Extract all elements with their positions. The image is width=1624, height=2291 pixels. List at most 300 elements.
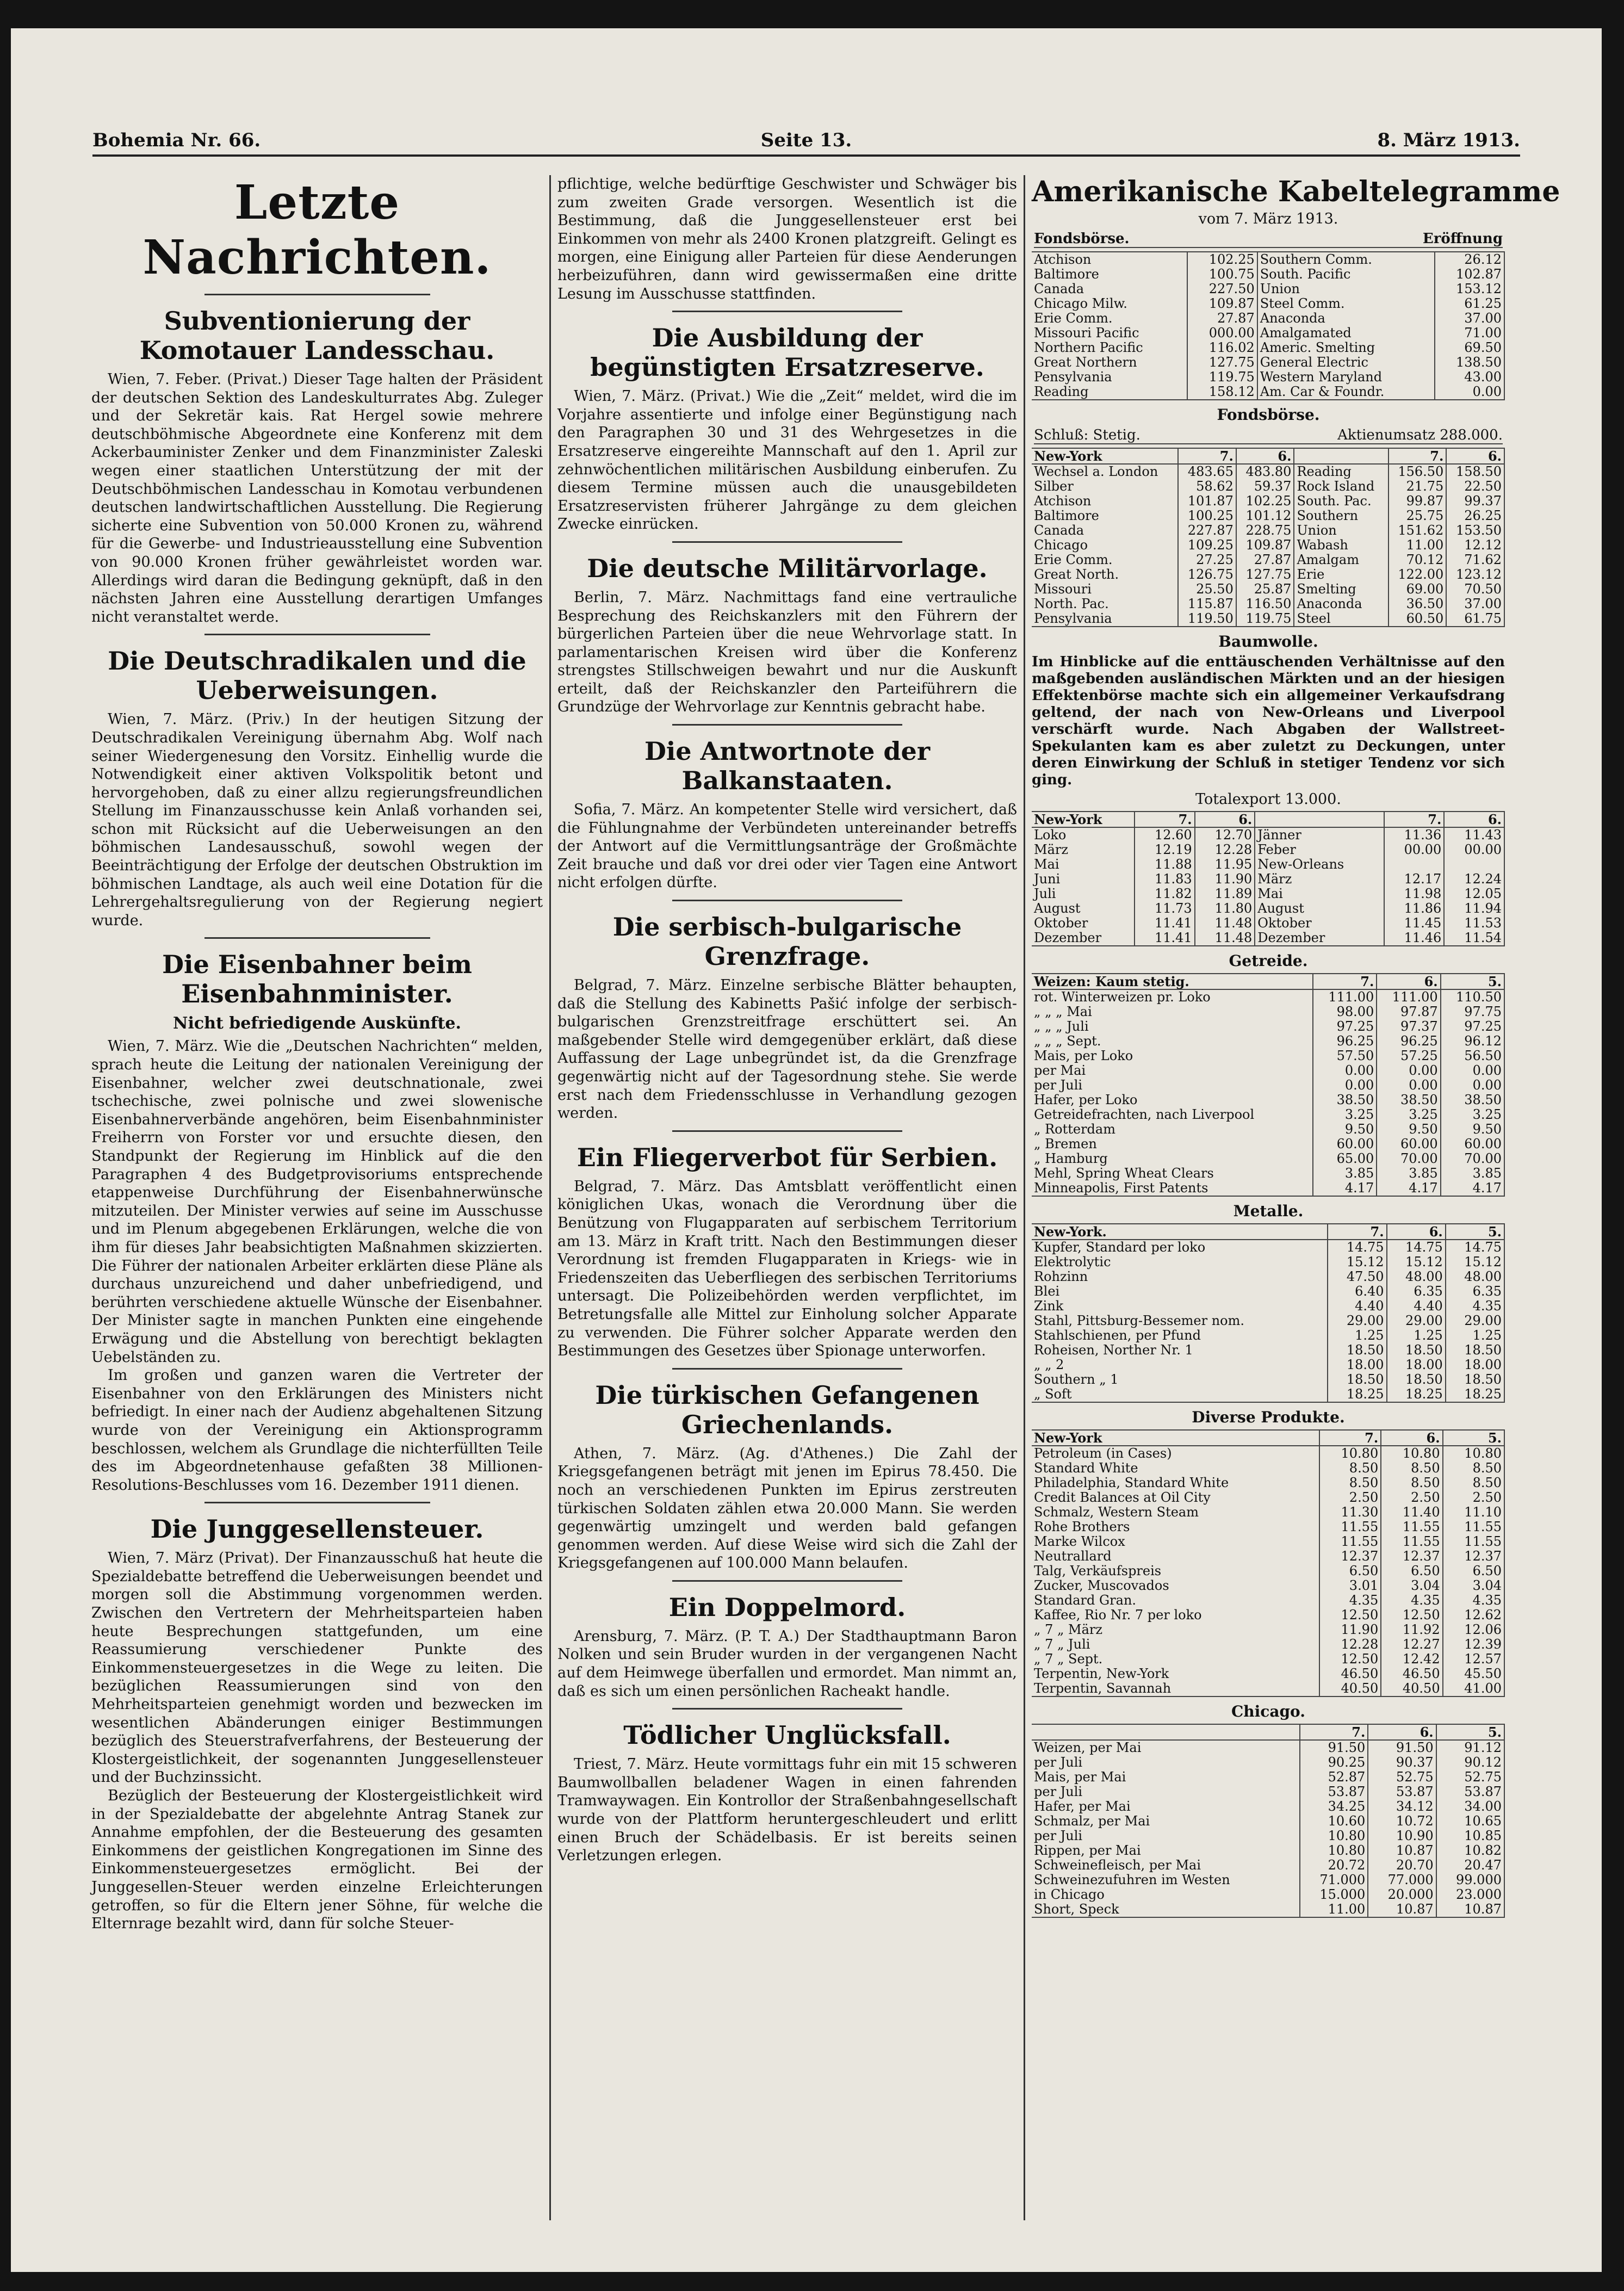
table-cell: 34.00: [1436, 1799, 1504, 1814]
table-cell: 90.25: [1300, 1755, 1368, 1770]
divider: [672, 1708, 902, 1710]
table-cell: 123.12: [1446, 567, 1504, 582]
table-row: [1032, 1181, 1504, 1196]
table-cell: 109.87: [1236, 538, 1294, 553]
table-cell: 21.75: [1389, 479, 1447, 494]
table-cell: „ „ „ Mai: [1032, 1005, 1313, 1019]
table-cell: Dezember: [1032, 931, 1135, 946]
table-cell: Terpentin, Savannah: [1032, 1681, 1319, 1696]
article-headline: Subventionierung der Komotauer Landesschau.: [139, 306, 495, 365]
table-row: [1032, 827, 1504, 843]
article-headline: Die Ausbildung der begünstigten Ersatzreserve.: [590, 323, 984, 382]
table-cell: 0.00: [1441, 1078, 1504, 1093]
table-cell: 97.25: [1441, 1019, 1504, 1034]
table-row: [1032, 1005, 1504, 1019]
table-cell: 34.12: [1368, 1799, 1436, 1814]
table-cell: 96.12: [1441, 1034, 1504, 1049]
table-cell: [1444, 857, 1504, 872]
table-cell: per Juli: [1032, 1785, 1300, 1799]
table-cell: 1.25: [1387, 1328, 1446, 1343]
table-cell: 4.17: [1441, 1181, 1504, 1196]
table-cell: 71.00: [1435, 326, 1504, 340]
table-cell: 20.70: [1368, 1858, 1436, 1873]
table-cell: Dezember: [1255, 931, 1384, 946]
table-row: [1032, 509, 1504, 523]
table-cell: „ 7 „ Juli: [1032, 1637, 1319, 1652]
table-row: [1032, 582, 1504, 597]
table-cell: 2.50: [1319, 1490, 1381, 1505]
table-cell: „ Bremen: [1032, 1137, 1313, 1151]
newspaper-page: [11, 28, 1602, 2272]
table-cell: 40.50: [1319, 1681, 1381, 1696]
table-cell: 138.50: [1435, 355, 1504, 370]
column-divider: [549, 175, 551, 2220]
table-cell: 11.46: [1384, 931, 1445, 946]
table-cell: 109.87: [1187, 296, 1257, 311]
table-cell: 11.73: [1135, 901, 1195, 916]
table-cell: 6.35: [1387, 1284, 1446, 1299]
table-cell: August: [1032, 901, 1135, 916]
table-row: [1032, 494, 1504, 509]
table-cell: 65.00: [1313, 1151, 1377, 1166]
table-cell: 5.: [1436, 1724, 1504, 1740]
table-cell: 69.00: [1389, 582, 1447, 597]
table-cell: 110.50: [1441, 989, 1504, 1005]
table-row: [1032, 1505, 1504, 1520]
table-row: [1032, 1049, 1504, 1063]
table-cell: 11.00: [1300, 1902, 1368, 1917]
table-cell: 60.00: [1313, 1137, 1377, 1151]
table-header-row: [1032, 448, 1504, 464]
table-cell: 0.00: [1435, 385, 1504, 400]
table-cell: Schmalz, per Mai: [1032, 1814, 1300, 1829]
table-cell: 7.: [1389, 448, 1447, 464]
table-cell: 11.48: [1195, 916, 1255, 931]
table-row: [1032, 355, 1504, 370]
article-text: Belgrad, 7. März. Einzelne serbische Blätter behaupten, daß die Stellung des Kabinetts Pašić infolge der serbisch-bulgarischen Grenzstreitfrage erschüttert sei. An maßgebender Stelle wird demgegenüber erklärt, daß diese Auffassung der Lage unbegründet ist, da die Grenzfrage gegenwärtig nicht auf der Tagesordnung stehe. Sie werde erst nach dem Friedensschlusse in Verhandlung gezogen werden.: [557, 977, 1017, 1122]
table-row: [1032, 1799, 1504, 1814]
table-header-row: [1032, 1430, 1504, 1446]
table-row: [1032, 1785, 1504, 1799]
table-cell: 38.50: [1441, 1093, 1504, 1107]
table-cell: 71.62: [1446, 553, 1504, 567]
table-cell: [1294, 448, 1388, 464]
table-row: [1032, 1151, 1504, 1166]
table-cell: 109.25: [1178, 538, 1236, 553]
table-cell: 6.: [1195, 812, 1255, 827]
table-cell: 52.87: [1300, 1770, 1368, 1785]
table-cell: Roheisen, Norther Nr. 1: [1032, 1343, 1328, 1358]
table-cell: 12.39: [1443, 1637, 1504, 1652]
table-row: [1032, 916, 1504, 931]
table-row: [1032, 385, 1504, 400]
table-cell: 48.00: [1446, 1270, 1504, 1284]
section-title: Amerikanische Kabeltelegramme: [1032, 175, 1560, 208]
table-cell: 11.55: [1381, 1520, 1442, 1534]
table-row: [1032, 1034, 1504, 1049]
table-cell: Standard Gran.: [1032, 1593, 1319, 1608]
table-row: [1032, 1490, 1504, 1505]
table-cell: 3.85: [1313, 1166, 1377, 1181]
table-row: [1032, 1755, 1504, 1770]
table-cell: Southern: [1294, 509, 1388, 523]
table-cell: 11.55: [1319, 1534, 1381, 1549]
table-cell: 53.87: [1368, 1785, 1436, 1799]
table-cell: 4.35: [1381, 1593, 1442, 1608]
table-row: [1032, 887, 1504, 901]
article-headline: Ein Fliegerverbot für Serbien.: [577, 1142, 998, 1172]
table-cell: 10.87: [1368, 1902, 1436, 1917]
table-cell: 7.: [1178, 448, 1236, 464]
table-cell: 6.: [1381, 1430, 1442, 1446]
table-cell: „ Soft: [1032, 1387, 1328, 1402]
table-cell: Jänner: [1255, 827, 1384, 843]
table-cell: Mais, per Mai: [1032, 1770, 1300, 1785]
table-cell: Baltimore: [1032, 267, 1187, 282]
table-cell: 4.40: [1387, 1299, 1446, 1314]
table-cell: 29.00: [1387, 1314, 1446, 1328]
table-cell: 127.75: [1187, 355, 1257, 370]
table-cell: 11.55: [1443, 1520, 1504, 1534]
table-cell: 4.35: [1443, 1593, 1504, 1608]
table-cell: 70.50: [1446, 582, 1504, 597]
table-row: [1032, 611, 1504, 627]
table-cell: Stahl, Pittsburg-Bessemer nom.: [1032, 1314, 1328, 1328]
table-cell: 14.75: [1387, 1240, 1446, 1255]
table-cell: 11.82: [1135, 887, 1195, 901]
table-cell: Schweinezufuhren im Westen: [1032, 1873, 1300, 1887]
table-row: [1032, 538, 1504, 553]
table-cell: 11.36: [1384, 827, 1445, 843]
table-cell: 3.04: [1381, 1578, 1442, 1593]
table-row: [1032, 340, 1504, 355]
table-cell: Blei: [1032, 1284, 1328, 1299]
table-cell: 97.87: [1377, 1005, 1440, 1019]
table-row: [1032, 464, 1504, 479]
table-cell: South. Pac.: [1294, 494, 1388, 509]
table-cell: 11.94: [1444, 901, 1504, 916]
table-cell: Oktober: [1255, 916, 1384, 931]
table-cell: per Juli: [1032, 1755, 1300, 1770]
table-cell: 10.72: [1368, 1814, 1436, 1829]
table-cell: 8.50: [1319, 1461, 1381, 1476]
divider: [672, 1580, 902, 1582]
table-cell: Steel Comm.: [1257, 296, 1435, 311]
table-cell: Juni: [1032, 872, 1135, 887]
table-cell: 156.50: [1389, 464, 1447, 479]
table-cell: Mais, per Loko: [1032, 1049, 1313, 1063]
table-cell: August: [1255, 901, 1384, 916]
table-cell: 18.00: [1328, 1358, 1386, 1372]
table-cell: 12.28: [1195, 843, 1255, 857]
article-text: Berlin, 7. März. Nachmittags fand eine vertrauliche Besprechung des Reichskanzlers mit den Führern der bürgerlichen Parteien über die neue Wehrvorlage statt. In parlamentarischen Kreisen wird über die Konferenz strengstes Stillschweigen bewahrt und nur die Auskunft erteilt, daß der Reichskanzler den Parteiführern die Grundzüge der Wehrvorlage zur Kenntnis gebracht habe.: [557, 589, 1017, 716]
table-cell: 00.00: [1444, 843, 1504, 857]
table-cell: 10.85: [1436, 1829, 1504, 1843]
table-cell: Standard White: [1032, 1461, 1319, 1476]
table-cell: 227.87: [1178, 523, 1236, 538]
table-row: [1032, 1902, 1504, 1917]
table-cell: 18.25: [1446, 1387, 1504, 1402]
table-row: [1032, 252, 1504, 267]
table-cell: Silber: [1032, 479, 1178, 494]
table-cell: 119.50: [1178, 611, 1236, 627]
table-row: [1032, 1122, 1504, 1137]
table-cell: 20.000: [1368, 1887, 1436, 1902]
table-row: [1032, 1093, 1504, 1107]
table-cell: 119.75: [1236, 611, 1294, 627]
table-row: [1032, 1328, 1504, 1343]
table-row: [1032, 1240, 1504, 1255]
table-cell: Great North.: [1032, 567, 1178, 582]
table-cell: 70.00: [1441, 1151, 1504, 1166]
table-cell: 11.55: [1443, 1534, 1504, 1549]
grain-table: [1032, 973, 1505, 1197]
article-text: Triest, 7. März. Heute vormittags fuhr ein mit 15 schweren Baumwollballen beladener Wagen in einen fahrenden Tramwaywagen. Ein Kontrollor der Straßenbahngesellschaft wurde von der Plattform heruntergeschleudert und erlitt einen Bruch der Schädelbasis. Er ist bereits seinen Verletzungen erlegen.: [557, 1756, 1017, 1865]
table-row: [1032, 311, 1504, 326]
table-cell: Hafer, per Loko: [1032, 1093, 1313, 1107]
table-cell: 48.00: [1387, 1270, 1446, 1284]
table-cell: 96.25: [1377, 1034, 1440, 1049]
table-cell: 0.00: [1441, 1063, 1504, 1078]
table-cell: Mehl, Spring Wheat Clears: [1032, 1166, 1313, 1181]
table-cell: Chicago Milw.: [1032, 296, 1187, 311]
table-cell: 18.00: [1446, 1358, 1504, 1372]
table-cell: Southern „ 1: [1032, 1372, 1328, 1387]
table-cell: 151.62: [1389, 523, 1447, 538]
table-cell: 37.00: [1446, 597, 1504, 611]
table-row: [1032, 901, 1504, 916]
table-heading: Fondsbörse.: [1217, 406, 1320, 424]
table-cell: Anaconda: [1257, 311, 1435, 326]
table-row: [1032, 1019, 1504, 1034]
table-cell: 153.12: [1435, 282, 1504, 296]
table-cell: „ 7 „ Sept.: [1032, 1652, 1319, 1667]
table-cell: Juli: [1032, 887, 1135, 901]
table-cell: Canada: [1032, 282, 1187, 296]
table-cell: 26.25: [1446, 509, 1504, 523]
table-cell: 10.80: [1443, 1446, 1504, 1461]
table-cell: Steel: [1294, 611, 1388, 627]
table-cell: Rippen, per Mai: [1032, 1843, 1300, 1858]
table-cell: 3.01: [1319, 1578, 1381, 1593]
table-row: [1032, 1314, 1504, 1328]
table-row: [1032, 1520, 1504, 1534]
table-cell: Getreidefrachten, nach Liverpool: [1032, 1107, 1313, 1122]
table-cell: 119.75: [1187, 370, 1257, 385]
table-cell: 11.10: [1443, 1505, 1504, 1520]
table-row: [1032, 1623, 1504, 1637]
article-headline: Ein Doppelmord.: [668, 1592, 906, 1622]
table-cell: Rock Island: [1294, 479, 1388, 494]
table-cell: 53.87: [1436, 1785, 1504, 1799]
table-cell: 99.37: [1446, 494, 1504, 509]
table-row: [1032, 597, 1504, 611]
table-cell: 57.25: [1377, 1049, 1440, 1063]
table-cell: Missouri Pacific: [1032, 326, 1187, 340]
table-cell: 52.75: [1368, 1770, 1436, 1785]
table-cell: 11.88: [1135, 857, 1195, 872]
table-cell: [1384, 857, 1445, 872]
table-cell: Canada: [1032, 523, 1178, 538]
table-cell: 4.17: [1313, 1181, 1377, 1196]
section-date: vom 7. März 1913.: [1198, 210, 1338, 227]
table-cell: 3.25: [1377, 1107, 1440, 1122]
article-headline: Die Eisenbahner beim Eisenbahnminister.: [162, 950, 472, 1009]
table-row: [1032, 1166, 1504, 1181]
table-row: [1032, 857, 1504, 872]
article-text: Bezüglich der Besteuerung der Klostergeistlichkeit wird in der Spezialdebatte der abgelehnte Antrag Stanek zur Annahme empfohlen, der die Besteuerung des gesamten Einkommens der geistlichen Kongregationen im Sinne des Einkommensteuergesetzes ermöglicht. Bei der Junggesellen-Steuer werden einzelne Erleichterungen getroffen, so für die Eltern jener Söhne, für welche die Elternrage bezahlt wird, dann für solche Steuer-: [91, 1787, 543, 1933]
table-row: [1032, 1461, 1504, 1476]
table-heading: Diverse Produkte.: [1192, 1408, 1345, 1426]
table-cell: Western Maryland: [1257, 370, 1435, 385]
table-header-row: [1032, 1224, 1504, 1240]
table-cell: 10.80: [1300, 1843, 1368, 1858]
table-cell: 127.75: [1236, 567, 1294, 582]
article-headline: Tödlicher Unglücksfall.: [623, 1720, 951, 1750]
table-cell: 18.50: [1328, 1343, 1386, 1358]
table-cell: Hafer, per Mai: [1032, 1799, 1300, 1814]
table-cell: 96.25: [1313, 1034, 1377, 1049]
table-row: [1032, 1534, 1504, 1549]
divider: [672, 900, 902, 901]
table-cell: 12.05: [1444, 887, 1504, 901]
table-cell: Erie Comm.: [1032, 553, 1178, 567]
table-cell: 60.00: [1441, 1137, 1504, 1151]
table-cell: Marke Wilcox: [1032, 1534, 1319, 1549]
table-cell: 11.41: [1135, 916, 1195, 931]
table-cell: 12.50: [1381, 1608, 1442, 1623]
table-cell: Pensylvania: [1032, 370, 1187, 385]
table-cell: 12.27: [1381, 1637, 1442, 1652]
table-cell: 116.50: [1236, 597, 1294, 611]
table-cell: Weizen, per Mai: [1032, 1740, 1300, 1755]
table-cell: 1.25: [1446, 1328, 1504, 1343]
table-cell: „ Rotterdam: [1032, 1122, 1313, 1137]
table-row: [1032, 1476, 1504, 1490]
table-cell: 4.17: [1377, 1181, 1440, 1196]
table-cell: Missouri: [1032, 582, 1178, 597]
table-cell: 37.00: [1435, 311, 1504, 326]
table-cell: 97.37: [1377, 1019, 1440, 1034]
article-text: Wien, 7. März (Privat). Der Finanzausschuß hat heute die Spezialdebatte betreffend die Ueberweisungen beendet und morgen soll die Abstimmung vorgenommen werden. Zwischen den Vertretern der Mehrheitsparteien haben heute Besprechungen stattgefunden, um eine Reassumierung verschiedener Punkte des Einkommensteuergesetzes in die Wege zu leiten. Die bezüglichen Reassumierungen sind von den Mehrheitsparteien genehmigt worden und bezwecken im wesentlichen Abänderungen einiger Bestimmungen bezüglich des Steuerstrafverfahrens, der Besteuerung der Klostergeistlichkeit, der sogenannten Junggesellensteuer und der Buchzinssicht.: [91, 1550, 543, 1786]
metals-table: [1032, 1223, 1505, 1403]
table-cell: 91.50: [1368, 1740, 1436, 1755]
table-cell: 11.95: [1195, 857, 1255, 872]
table-cell: 18.25: [1328, 1387, 1386, 1402]
table-cell: 7.: [1319, 1430, 1381, 1446]
table-cell: Stahlschienen, per Pfund: [1032, 1328, 1328, 1343]
header-issue: Bohemia Nr. 66.: [92, 129, 261, 151]
table-cell: Talg, Verkäufspreis: [1032, 1564, 1319, 1578]
chicago-table: [1032, 1724, 1505, 1918]
table-cell: 91.12: [1436, 1740, 1504, 1755]
table-cell: 483.80: [1236, 464, 1294, 479]
table-cell: 100.75: [1187, 267, 1257, 282]
article-headline: Die türkischen Gefangenen Griechenlands.: [595, 1380, 980, 1439]
table-cell: 10.80: [1381, 1446, 1442, 1461]
table-cell: 45.50: [1443, 1667, 1504, 1681]
table-cell: 101.12: [1236, 509, 1294, 523]
table-cell: „ „ „ Sept.: [1032, 1034, 1313, 1049]
table-cell: 2.50: [1443, 1490, 1504, 1505]
table-cell: 18.50: [1328, 1372, 1386, 1387]
table-cell: 52.75: [1436, 1770, 1504, 1785]
table-cell: Union: [1257, 282, 1435, 296]
table-cell: 12.28: [1319, 1637, 1381, 1652]
cotton-table: [1032, 811, 1505, 946]
table-cell: 12.06: [1443, 1623, 1504, 1637]
table-row: [1032, 1107, 1504, 1122]
column-1: [91, 175, 543, 2220]
table-cell: 41.00: [1443, 1681, 1504, 1696]
table-cell: 12.60: [1135, 827, 1195, 843]
table-caption-right: Eröffnung: [1422, 231, 1503, 247]
table-cell: General Electric: [1257, 355, 1435, 370]
table-cell: 12.50: [1319, 1608, 1381, 1623]
table-cell: Am. Car & Foundr.: [1257, 385, 1435, 400]
divider: [672, 541, 902, 543]
article-text: Im großen und ganzen waren die Vertreter der Eisenbahner von den Erklärungen des Ministers nicht befriedigt. In einer nach der Audienz abgehaltenen Sitzung wurde von der Vereinigung ein Aktionsprogramm beschlossen, welchem als Grundlage die nichterfüllten Teile des im Abgeordnetenhause gefaßten 38 Millionen-Resolutions-Beschlusses vom 16. Dezember 1911 dienen.: [91, 1367, 543, 1494]
table-cell: Chicago: [1032, 538, 1178, 553]
article-text: Wien, 7. März. (Priv.) In der heutigen Sitzung der Deutschradikalen Vereinigung übernahm Abg. Wolf nach seiner Wiedergenesung den Vorsitz. Einhellig wurde die Notwendigkeit einer aktiven Volkspolitik betont und hervorgehoben, daß zu einer allzu regierungsfreundlichen Stellung im Finanzausschusse kein Anlaß vorhanden sei, schon mit Rücksicht auf die Ueberweisungen an den böhmischen Landesausschuß, sowohl wegen der Beeinträchtigung der Erfolge der deutschen Obstruktion im böhmischen Landtage, als auch weil eine Dotation für die Lehrergehaltsregulierung von der Regierung negiert wurde.: [91, 711, 543, 929]
table-cell: Union: [1294, 523, 1388, 538]
table-row: [1032, 1387, 1504, 1402]
table-heading: Baumwolle.: [1218, 633, 1318, 651]
table-cell: 40.50: [1381, 1681, 1442, 1696]
table-cell: 0.00: [1377, 1063, 1440, 1078]
table-cell: 15.12: [1328, 1255, 1386, 1270]
column-3: [1032, 175, 1560, 2220]
table-cell: 9.50: [1377, 1122, 1440, 1137]
table-header-row: [1032, 974, 1504, 989]
section-title: Letzte Nachrichten.: [142, 175, 492, 285]
table-cell: 6.: [1444, 812, 1504, 827]
table-cell: [1032, 1724, 1300, 1740]
table-row: [1032, 1608, 1504, 1623]
table-cell: Wabash: [1294, 538, 1388, 553]
divider: [204, 937, 430, 939]
table-cell: Mai: [1032, 857, 1135, 872]
table-row: [1032, 931, 1504, 946]
table-cell: 46.50: [1319, 1667, 1381, 1681]
table-heading: Metalle.: [1233, 1202, 1304, 1220]
table-cell: 60.50: [1389, 611, 1447, 627]
table-caption-left: Fondsbörse.: [1034, 231, 1130, 247]
table-cell: März: [1255, 872, 1384, 887]
table-cell: 29.00: [1328, 1314, 1386, 1328]
table-cell: 4.40: [1328, 1299, 1386, 1314]
table-cell: Anaconda: [1294, 597, 1388, 611]
table-cell: 70.12: [1389, 553, 1447, 567]
table-row: [1032, 872, 1504, 887]
table-cell: 11.54: [1444, 931, 1504, 946]
divider: [672, 1368, 902, 1370]
table-cell: 5.: [1441, 974, 1504, 989]
table-cell: 12.17: [1384, 872, 1445, 887]
article-text: pflichtige, welche bedürftige Geschwister und Schwäger bis zum zweiten Grade versorgen. Wesentlich ist die Bestimmung, daß die Junggesellensteuer erst bei Einkommen von mehr als 2400 Kronen platzgreift. Gelingt es morgen, eine Einigung aller Parteien für diese Aenderungen herbeizuführen, dann wird gewissermaßen eine dritte Lesung im Ausschusse stattfinden.: [557, 176, 1017, 302]
table-cell: 101.87: [1178, 494, 1236, 509]
table-row: [1032, 1137, 1504, 1151]
table-cell: 20.72: [1300, 1858, 1368, 1873]
table-row: [1032, 1858, 1504, 1873]
table-row: [1032, 1740, 1504, 1755]
table-cell: 53.87: [1300, 1785, 1368, 1799]
table-row: [1032, 1681, 1504, 1696]
table-cell: 18.50: [1446, 1372, 1504, 1387]
table-cell: Oktober: [1032, 916, 1135, 931]
table-cell: 227.50: [1187, 282, 1257, 296]
table-cell: 10.60: [1300, 1814, 1368, 1829]
